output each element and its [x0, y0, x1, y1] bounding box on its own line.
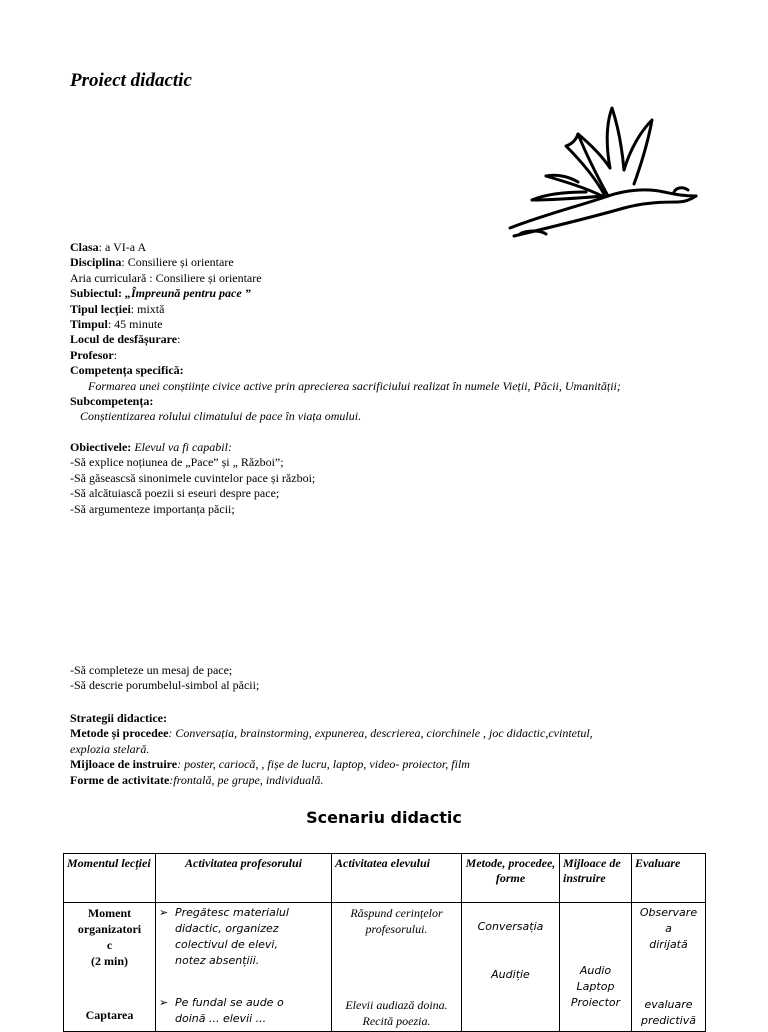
- prof-line: Pe fundal se aude o: [175, 996, 284, 1009]
- elev-line: Răspund cerințelor: [350, 906, 443, 920]
- metode-label: Metode și procedee: [70, 726, 169, 741]
- elev-line: profesorului.: [365, 922, 428, 936]
- aria-curriculara: Aria curriculară : Consiliere și orientare: [70, 270, 262, 285]
- objectives-continued: [70, 663, 259, 694]
- page-title: Proiect didactic: [70, 70, 192, 91]
- metode-value: : Conversația, brainstorming, expunerea, descrierea, ciorchinele , joc didactic,cvintetul,: [168, 726, 593, 741]
- moment-line: Captarea: [85, 1008, 134, 1022]
- subcompetenta-label: Subcompetența:: [70, 393, 154, 408]
- scenario-title: Scenariu didactic: [306, 808, 462, 827]
- metode-line: Conversația: [477, 920, 544, 933]
- metode-line: Audiție: [491, 968, 530, 981]
- competenta-text: Formarea unei conștiințe civice active prin aprecierea sacrificiului realizat în numele Vieții, Păcii, Umanității;: [88, 378, 621, 393]
- moment-line: c: [106, 938, 113, 952]
- cell-mijloace: [560, 903, 632, 1032]
- timpul-label: Timpul: [70, 316, 108, 331]
- metode-value-cont: explozia stelară.: [70, 741, 150, 756]
- profesor-label: Profesor: [70, 347, 114, 362]
- objective-item: -Să descrie porumbelul-simbol al păcii;: [70, 678, 260, 693]
- objective-item: -Să completeze un mesaj de pace;: [70, 663, 233, 677]
- obiectivele-intro: Elevul va fi capabil:: [131, 440, 232, 455]
- prof-line: didactic, organizez: [175, 922, 279, 935]
- disciplina-label: Disciplina: [70, 255, 122, 270]
- header-elev: Activitatea elevului: [332, 854, 462, 903]
- evaluare-line: dirijată: [649, 938, 688, 951]
- competenta-label: Competența specifică:: [70, 363, 184, 378]
- prof-line: Pregătesc materialul: [175, 906, 289, 919]
- prof-line: doină ... elevii ...: [175, 1012, 267, 1025]
- prof-line: notez absențiii.: [175, 954, 260, 967]
- mijloace-line: Audio: [579, 964, 612, 977]
- arrow-bullet-icon: ➢: [159, 996, 169, 1009]
- evaluare-line: Observare: [639, 906, 698, 919]
- scenario-table: [63, 853, 706, 1032]
- header-mijloace: Mijloace de instruire: [560, 854, 632, 903]
- locul-value: :: [177, 332, 181, 347]
- prof-line: colectivul de elevi,: [175, 938, 278, 951]
- header-metode: Metode, procedee, forme: [462, 854, 560, 903]
- lesson-details: [70, 240, 750, 517]
- moment-line: (2 min): [91, 954, 128, 968]
- clasa-label: Clasa: [70, 240, 99, 254]
- objective-item: -Să explice noțiunea de „Pace” și „ Război”;: [70, 455, 284, 470]
- subcompetenta-text: Conștientizarea rolului climatului de pace în viața omului.: [80, 409, 362, 424]
- tipul-value: : mixtă: [130, 301, 165, 316]
- timpul-value: : 45 minute: [107, 316, 163, 331]
- mijloace-value: : poster, cariocă, , fișe de lucru, laptop, video- proiector, film: [177, 757, 470, 772]
- table-header-row: [64, 854, 706, 903]
- mijloace-label: Mijloace de instruire: [70, 757, 178, 772]
- forme-value: :frontală, pe grupe, individuală.: [169, 772, 324, 787]
- profesor-value: :: [113, 347, 118, 362]
- evaluare-line: evaluare: [644, 998, 693, 1011]
- objective-item: -Să argumenteze importanța păcii;: [70, 501, 235, 516]
- tipul-label: Tipul lecției: [70, 301, 131, 316]
- objective-item: -Să găseascsă sinonimele cuvintelor pace și război;: [70, 470, 316, 485]
- elev-line: Recită poezia.: [362, 1014, 431, 1028]
- cell-evaluare: [632, 903, 706, 1032]
- evaluare-line: predictivă: [641, 1014, 696, 1027]
- clasa-value: : a VI-a A: [98, 240, 147, 254]
- objective-item: -Să alcătuiască poezii si eseuri despre pace;: [70, 486, 280, 501]
- dove-illustration: [506, 104, 702, 242]
- header-evaluare: Evaluare: [632, 854, 706, 903]
- evaluare-line: a: [665, 922, 672, 935]
- strategy-section: [70, 711, 750, 788]
- table-row: [64, 903, 706, 1032]
- header-moment: Momentul lecției: [64, 854, 156, 903]
- mijloace-line: Laptop: [576, 980, 615, 993]
- cell-metode: [462, 903, 560, 1032]
- elev-line: Elevii audiază doina.: [345, 998, 448, 1012]
- cell-moment: [64, 903, 156, 1032]
- moment-line: organizatori: [77, 922, 142, 936]
- arrow-bullet-icon: ➢: [159, 906, 169, 919]
- strategy-heading: Strategii didactice:: [70, 711, 167, 725]
- locul-label: Locul de desfășurare: [70, 332, 178, 347]
- disciplina-value: : Consiliere și orientare: [121, 255, 234, 270]
- mijloace-line: Proiector: [570, 996, 621, 1009]
- header-prof: Activitatea profesorului: [156, 854, 332, 903]
- cell-elev: [332, 903, 462, 1032]
- moment-line: Moment: [87, 906, 132, 920]
- obiectivele-label: Obiectivele:: [70, 440, 132, 455]
- subiectul-label: Subiectul:: [70, 286, 123, 301]
- forme-label: Forme de activitate: [70, 772, 170, 787]
- subiectul-value: „Împreună pentru pace ”: [122, 286, 251, 301]
- cell-prof: [156, 903, 332, 1032]
